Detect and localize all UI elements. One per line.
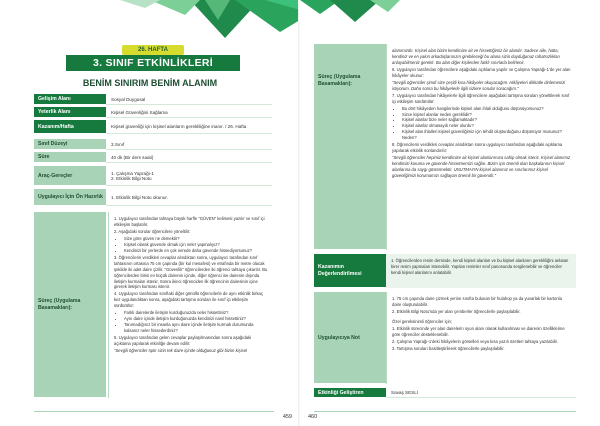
row-note [314,292,386,384]
row-process [34,212,106,398]
row-value: Kişisel güvenliği için kişisel alanların gerekliliğine inanır. / 26. Hafta [106,120,272,134]
note-item: 2. Etkinlik Bilgi Notu'nda yer alan çemberler öğrencilerle paylaşılabilir. [392,308,521,314]
row-value [106,166,272,186]
question-item: • Bu dört hikâyeden hangilerinde kişisel alan ihlali olduğunu düşünüyorsunuz? [402,106,571,112]
note-item: 1. 75 cm çapında daire çizmek yerine sınıfta bulunan bir hulahop ya da yuvarlak bir kartonla daire oluşturulabilir. [392,296,562,307]
process-quote: "Sevgili öğrenciler tıpkı sizin tek daire içinde olduğunuz gibi bizim kişisel [114,348,247,354]
enrich-label: Etkinliği Geliştiren [314,388,386,398]
question-item: • Aynı daire içinde iletişim kurduğunuzda kendinizi nasıl hissettiniz? [124,316,269,322]
process-steps [108,212,274,398]
process-step: 1. Uygulayıcı tarafından tahtaya büyük harfle "GÜVEN" kelimesi yazılır ve sınıf içi etkileşim başlatılır. [114,216,265,227]
question-item: • Tanımadığınız bir insanla aynı daire içinde iletişim kurmak durumunda kalsanız neler hissederdiniz? [124,322,269,334]
process-quote: "Sevgili öğrenciler hepimiz kendimize ait kişisel alanlarımıza sahip olmak isteriz. Kişisel alanımız kendimizi koruma ve güvende hissetmemizi sağlar. Bizim için önemli olan başkalarının kişisel alanlarına da saygı göstermektir. UNUTMAYIN kişisel alanımız ve sınırlarımız kişisel güvenliğimizi korumamızı sağlayan önemli bir güvendir." [392,155,571,179]
special-needs-title: Özel gereksinimli öğrenciler için; [392,318,453,324]
process-text: alanımızdır. Kişisel alan bizim kendimize ait ve hissettiğimiz bir alandır. Sadece aile, hatta, kendiniz ve en yakın arkadaşlarınızın girebileceği bu alana sizin duyduğunuz rahatsızlıkları anlayabilmeniz gerekir. Bu alan diğer kişilerden farklı sınırlarla belirlenir. [392,48,561,65]
row-value: Kişisel Güvenliğini Sağlama [106,107,272,118]
question-item: • Kişisel olarak güvende olmak için neler yapmalıyız? [124,242,269,248]
row-label: Gelişim Alanı [34,94,106,105]
process-label: Süreç (Uygulama Basamakları): [314,44,386,250]
unit-banner: 3. SINIF ETKİNLİKLERİ [66,55,240,71]
question-item: • Sizce kişisel alanlar neden gereklidir? [402,112,571,118]
process-step: 3. Öğrencilerin verdikleri cevaplar alındıktan sonra, uygulayıcı tarafından sınıf tahtasının ortasına 75 cm çapında (bir kul mesafesi) ve etrafında bir metre olacak şekilde iki adet daire çizilir. "Güvenlik" öğrencilerden iki öğrenci tahtaya çıkarılır. Bu öğrencilerden birisi en küçük dairenin içinde, diğer öğrenci ise dairenin dışında iletişim kurmaları istenir. Sonra ikinci öğrenciden ilk öğrencinin dairesinin içine girerek iletişim kurması istenir. [114,254,268,290]
row-sure [34,152,272,163]
question-item: • Kişisel alanlar bize neler sağlamaktadır? [402,117,571,123]
row-label: Süre [34,152,106,163]
eval-label: Kazanımın Değerlendirilmesi [314,254,386,288]
process-step: 2. Aşağıdaki sorular öğrencilere yöneltilir: [114,228,191,234]
note-text [386,292,576,384]
row-arac-gerecler [34,166,272,186]
row-evaluation [314,254,386,288]
eval-text [386,254,576,288]
enrich-value: Savaş SESLİ [386,388,576,398]
question-item: • Farklı dairelerde iletişim kurduğunuzda neler hissettiniz? [124,310,269,316]
row-value: Sosyal Duygusal [106,94,272,105]
page-title: BENİM SINIRIM BENİM ALANIM [82,78,218,88]
material-item: 2. Etkinlik Bilgi Notu [111,175,152,181]
special-needs-item: 2. Çalışma Yaprağı-1'deki hikâyelerin görselleri veya kısa yazılı özetleri tahtaya yazılabilir. [392,338,558,344]
bottom-divider [314,411,576,412]
row-label: Yeterlik Alanı [34,107,106,118]
row-value: 40 dk (Bir ders saati) [106,152,272,163]
process-quote: "Sevgili öğrenciler şimdi size çeşitli kısa hikâyeler okuyacağım. Hikâyeleri dikkatle dinlemenizi istiyorum. Daha sonra bu hikâyelerle ilgili sizlere sorular soracağım." [392,79,566,91]
row-enrich [314,388,576,398]
bottom-divider [34,411,274,412]
row-value: 1. Etkinlik Bilgi Notu okunur. [106,189,272,206]
right-page [300,0,600,426]
row-sinif-duzeyi [34,139,272,150]
process-label: Süreç (Uygulama Basamakları): [34,212,106,398]
row-yeterlik-alani [34,107,272,118]
row-label: Araç-Gereçler [34,166,106,186]
process-step: 5. Uygulayıcı tarafından gelen cevaplar paylaşılmasından sonra aşağıdaki açıklama yapılarak etkinliğe devam edilir: [114,335,252,347]
page-number: 460 [308,414,318,420]
special-needs-item: 1. Etkinlik sürecinde yer alan dairelerin oyun alanı olarak kullanılması ve dairenin özelliklerine göre öğrenciler desteklenebilir. [392,325,565,337]
material-item: 1. Çalışma Yaprağı-1 [111,170,154,176]
process-step: 6. Uygulayıcı tarafından öğrencilere aşağıdaki açıklama yapılır ve Çalışma Yaprağı-1'de yer alan hikâyeler okunur: [392,66,571,78]
question-item: • Kişisel alanlar olmasaydı neler olurdu? [402,123,571,129]
row-value: 3.Sınıf [106,139,272,150]
row-label: Uygulayıcı İçin Ön Hazırlık [34,189,106,206]
row-label: Sınıf Düzeyi [34,139,106,150]
header-decoration [0,0,300,40]
page-number: 459 [282,414,292,420]
special-needs-item: 3. Tartışma soruları basitleştirilerek öğrencilerle paylaşılabilir. [392,345,505,351]
note-label: Uygulayıcıya Not [314,292,386,384]
question-item: • Kendinizi bir yerlerde en çok nerede daha güvende hissediyorsunuz? [124,248,269,254]
row-on-hazirlik [34,189,272,206]
question-item: • Size göre güven ne demektir? [124,236,269,242]
header-decoration [300,0,600,40]
row-process-cont [314,44,386,250]
process-step: 4. Uygulayıcı tarafından sınıftaki diğer gönüllü öğrencilerle de aynı etkinlik birkaç kez uygulandıktan sonra, aşağıdaki tartışma soruları ile sınıf içi etkileşim sürdürülür: [114,291,263,309]
row-label: Kazanım/Hafta [34,120,106,134]
row-kazanim-hafta [34,120,272,134]
process-step: 8. Öğrencilerin verdikleri cevaplar alındıktan sonra uygulayıcı tarafından aşağıdaki açıklama yapılarak etkinlik sonlandırılır: [392,142,563,154]
row-gelisim-alani [34,94,272,105]
process-steps-cont [386,44,576,250]
process-step: 7. Uygulayıcı tarafından hikâyelerle ilgili öğrencilere aşağıdaki tartışma soruları yöneltilerek sınıf içi etkileşim sürdürülür: [392,92,570,104]
week-badge: 26. HAFTA [122,45,184,55]
question-item: • Kişisel alan ihlalleri kişisel güvenliğimiz için tehdit oluşturduğunu düşünüyor musunuz? Neden? [402,129,571,141]
eval-item: 1. Öğrencilerden resim dersinde, kendi kişisel alanları ve bu kişisel alanların gerekliliğini anlatan birer resim yapmaları istenebilir. Yapılan resimler sınıf panosunda sergilenebilir ve öğrenciler kendi kişisel alanlarını anlatabilir. [391,258,569,275]
